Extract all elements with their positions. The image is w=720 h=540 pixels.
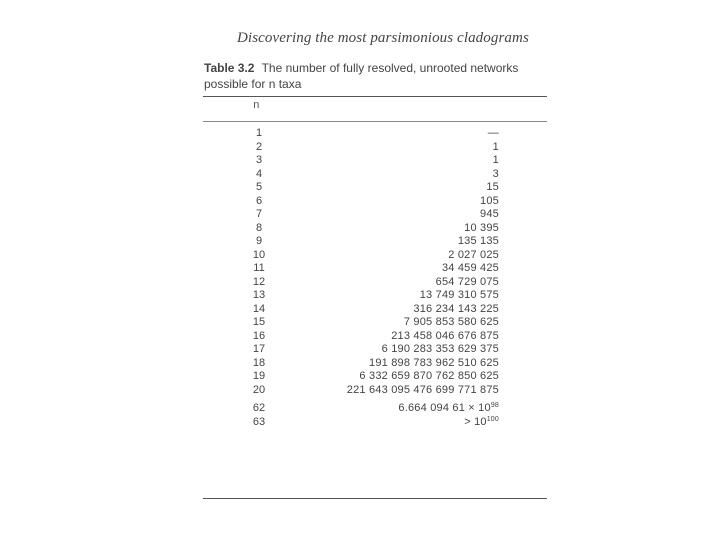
value-mantissa: > 10 <box>464 415 487 428</box>
row-n: 3 <box>255 154 263 166</box>
row-value: 1 <box>492 154 499 166</box>
row-n: 13 <box>252 289 266 301</box>
row-value: 6 332 659 870 762 850 625 <box>359 370 499 382</box>
row-n: 18 <box>252 356 266 369</box>
table-row <box>203 330 547 344</box>
row-n: 1 <box>255 127 263 139</box>
table-caption-text: The number of fully resolved, unrooted networks possible for n taxa <box>204 61 519 91</box>
row-value: 13 749 310 575 <box>419 289 499 301</box>
row-n: 8 <box>255 221 263 234</box>
row-value: 10 395 <box>464 221 499 234</box>
table-row <box>203 235 547 249</box>
table-bottom-rule <box>203 498 547 499</box>
row-value: 191 898 783 962 510 625 <box>369 356 499 369</box>
table-row <box>203 127 547 141</box>
row-value: 3 <box>492 167 499 180</box>
table-row <box>203 303 547 317</box>
row-value: 105 <box>480 194 499 207</box>
table-row <box>203 357 547 371</box>
row-n: 12 <box>252 275 266 288</box>
row-n: 19 <box>252 370 266 382</box>
table-label: Table 3.2 <box>204 61 255 75</box>
row-value: 316 234 143 225 <box>413 302 499 315</box>
row-value: 7 905 853 580 625 <box>403 316 499 328</box>
row-n: 7 <box>255 208 263 220</box>
table-body <box>203 127 547 429</box>
row-n: 63 <box>252 415 266 428</box>
row-value: 213 458 046 676 875 <box>391 329 499 342</box>
row-value: 221 643 095 476 699 771 875 <box>346 383 499 396</box>
table-row <box>203 416 547 430</box>
row-n: 5 <box>255 181 263 193</box>
table-row <box>203 141 547 155</box>
row-n: 20 <box>252 383 266 396</box>
table-row <box>203 249 547 263</box>
row-value: 654 729 075 <box>435 275 499 288</box>
row-n: 6 <box>255 194 263 207</box>
row-n: 15 <box>252 316 266 328</box>
table-row <box>203 402 547 416</box>
running-head: Discovering the most parsimonious cladograms <box>237 30 529 46</box>
row-value <box>464 416 499 430</box>
row-n: 2 <box>255 140 263 153</box>
row-value: 135 135 <box>457 235 499 247</box>
row-n: 14 <box>252 302 266 315</box>
table-row <box>203 343 547 357</box>
table-row <box>203 384 547 398</box>
table-header-rule <box>203 121 547 122</box>
table-row <box>203 222 547 236</box>
row-value: — <box>487 127 499 139</box>
row-value: 945 <box>480 208 499 220</box>
row-value: 1 <box>492 140 499 153</box>
table-row <box>203 370 547 384</box>
table-row <box>203 181 547 195</box>
table-row <box>203 262 547 276</box>
table-row <box>203 276 547 290</box>
row-n: 62 <box>252 402 266 414</box>
row-n: 16 <box>252 329 266 342</box>
row-value: 34 459 425 <box>441 262 499 274</box>
value-exponent: 100 <box>486 415 499 423</box>
row-value: 2 027 025 <box>448 248 499 261</box>
value-mantissa: 6.664 094 61 × 10 <box>398 402 491 414</box>
row-n: 10 <box>252 248 266 261</box>
row-n: 17 <box>252 343 266 355</box>
value-exponent: 98 <box>490 402 499 409</box>
column-header-n: n <box>253 100 260 112</box>
table-top-rule <box>203 96 547 97</box>
row-n: 11 <box>253 262 265 274</box>
table-row <box>203 154 547 168</box>
row-value: 6 190 283 353 629 375 <box>381 343 499 355</box>
table-row <box>203 195 547 209</box>
table-row <box>203 289 547 303</box>
row-value: 15 <box>486 181 499 193</box>
row-n: 4 <box>255 167 263 180</box>
row-n: 9 <box>255 235 263 247</box>
table-row <box>203 168 547 182</box>
row-value <box>398 402 499 416</box>
table-row <box>203 208 547 222</box>
table-caption <box>204 60 549 92</box>
table-row <box>203 316 547 330</box>
